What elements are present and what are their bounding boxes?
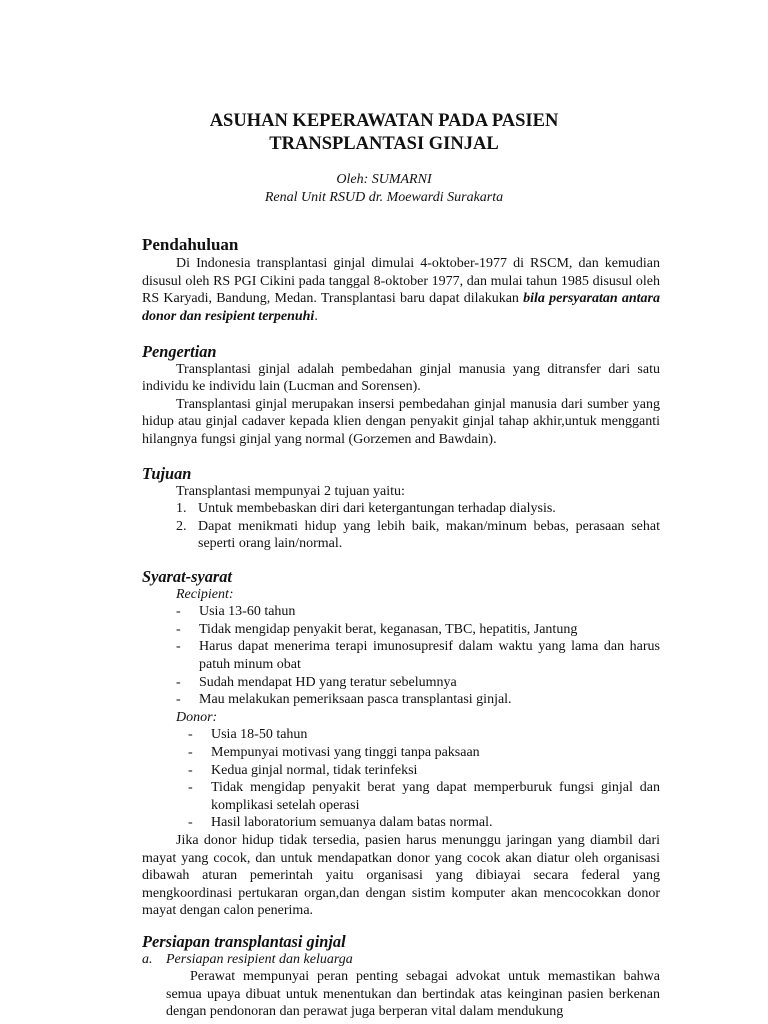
paragraph-syarat-closing: Jika donor hidup tidak tersedia, pasien harus menunggu jaringan yang diambil dari mayat yang cocok, dan untuk mendapatkan donor yang cocok akan diatur oleh organisasi dibawah aturan pemerintah yaitu organisasi yang dibiayai secara federal yang mengkoordinasi pertukaran organ,dan dengan sistim komputer akan mencocokkan donor mayat dengan calon penerima. <box>142 832 660 919</box>
tujuan-list <box>142 500 660 553</box>
list-marker: - <box>176 604 181 620</box>
list-item-text: Untuk membebaskan diri dari ketergantungan terhadap dialysis. <box>198 501 556 517</box>
persiapan-list <box>142 951 660 969</box>
list-item <box>142 691 660 709</box>
document-title-line-1: ASUHAN KEPERAWATAN PADA PASIEN <box>209 111 559 131</box>
heading-pengertian: Pengertian <box>142 342 217 361</box>
list-item <box>142 674 660 692</box>
list-item-text: Usia 18-50 tahun <box>211 727 308 743</box>
list-marker: - <box>188 762 193 778</box>
list-marker: - <box>176 639 181 655</box>
list-marker: - <box>176 674 181 690</box>
list-item-text: Tidak mengidap penyakit berat yang dapat memperburuk fungsi ginjal dan komplikasi setelah operasi <box>211 780 660 813</box>
donor-list <box>142 726 660 832</box>
heading-syarat: Syarat-syarat <box>142 567 232 586</box>
list-item <box>142 762 660 780</box>
tujuan-intro: Transplantasi mempunyai 2 tujuan yaitu: <box>176 483 405 499</box>
section-tujuan <box>142 465 660 553</box>
list-marker: 1. <box>176 501 187 517</box>
list-item-text: Usia 13-60 tahun <box>199 604 296 620</box>
list-item-text: Harus dapat menerima terapi imunosupresif dalam waktu yang lama dan harus patuh minum obat <box>199 639 660 672</box>
heading-tujuan: Tujuan <box>142 464 192 483</box>
heading-persiapan: Persiapan transplantasi ginjal <box>142 932 346 951</box>
list-marker: - <box>188 744 193 760</box>
recipient-label: Recipient: <box>176 586 234 602</box>
list-marker: - <box>176 692 181 708</box>
section-pendahuluan <box>142 235 660 325</box>
paragraph-text: Di Indonesia transplantasi ginjal dimulai 4-oktober-1977 di RSCM, dan kemudian disusul oleh RS PGI Cikini pada tanggal 8-oktober 1977, dan mulai tahun 1985 disusul oleh RS Karyadi, Bandung, Medan. Transplantasi baru dapat dilakukan <box>142 256 660 307</box>
section-pengertian <box>142 343 660 449</box>
list-marker: 2. <box>176 518 187 534</box>
list-item <box>142 814 660 832</box>
list-item-text: Hasil laboratorium semuanya dalam batas normal. <box>211 815 493 831</box>
list-item <box>142 500 660 518</box>
list-marker: - <box>176 621 181 637</box>
paragraph-end: . <box>314 308 318 324</box>
list-item <box>142 744 660 762</box>
list-item-text: Mempunyai motivasi yang tinggi tanpa paksaan <box>211 744 480 760</box>
paragraph-pengertian-1: Transplantasi ginjal adalah pembedahan ginjal manusia yang ditransfer dari satu individu ke individu lain (Lucman and Sorensen). <box>142 361 660 395</box>
list-item <box>142 951 660 969</box>
paragraph-pengertian-2: Transplantasi ginjal merupakan insersi pembedahan ginjal manusia dari sumber yang hidup atau ginjal cadaver kepada klien dengan penyakit ginjal tahap akhir,untuk mengganti hilangnya fungsi ginjal yang normal (Gorzemen and Bawdain). <box>142 396 660 447</box>
list-item-text: Dapat menikmati hidup yang lebih baik, makan/minum bebas, perasaan sehat seperti orang lain/normal. <box>198 518 660 552</box>
emphasis-text: bila persyaratan antara donor dan resipient terpenuhi <box>142 291 660 324</box>
list-item <box>142 726 660 744</box>
paragraph-pendahuluan <box>142 255 660 325</box>
list-marker: a. <box>142 951 153 967</box>
list-item-text: Persiapan resipient dan keluarga <box>166 951 353 967</box>
list-marker: - <box>188 727 193 743</box>
recipient-list <box>142 603 660 709</box>
author-line: Oleh: SUMARNI <box>336 172 432 187</box>
list-item-text: Sudah mendapat HD yang teratur sebelumnya <box>199 674 457 690</box>
section-syarat <box>142 568 660 920</box>
list-marker: - <box>188 815 193 831</box>
list-item <box>142 779 660 814</box>
paragraph-persiapan: Perawat mempunyai peran penting sebagai advokat untuk memastikan bahwa semua upaya dibuat untuk menentukan dan bertindak atas keinginan pasien berkenan dengan pendonoran dan perawat juga berperan vital dalam mendukung <box>166 969 660 1020</box>
heading-pendahuluan: Pendahuluan <box>142 235 239 254</box>
list-item-text: Mau melakukan pemeriksaan pasca transplantasi ginjal. <box>199 692 512 708</box>
persiapan-body <box>142 968 660 1021</box>
affiliation-line: Renal Unit RSUD dr. Moewardi Surakarta <box>264 190 504 205</box>
list-item-text: Kedua ginjal normal, tidak terinfeksi <box>211 762 418 778</box>
list-marker: - <box>188 780 193 796</box>
donor-label: Donor: <box>176 709 218 725</box>
document-title-line-2: TRANSPLANTASI GINJAL <box>269 134 499 154</box>
list-item <box>142 621 660 639</box>
list-item <box>142 518 660 553</box>
list-item <box>142 603 660 621</box>
list-item-text: Tidak mengidap penyakit berat, keganasan, TBC, hepatitis, Jantung <box>199 621 578 637</box>
list-item <box>142 638 660 673</box>
section-persiapan <box>142 933 660 1021</box>
